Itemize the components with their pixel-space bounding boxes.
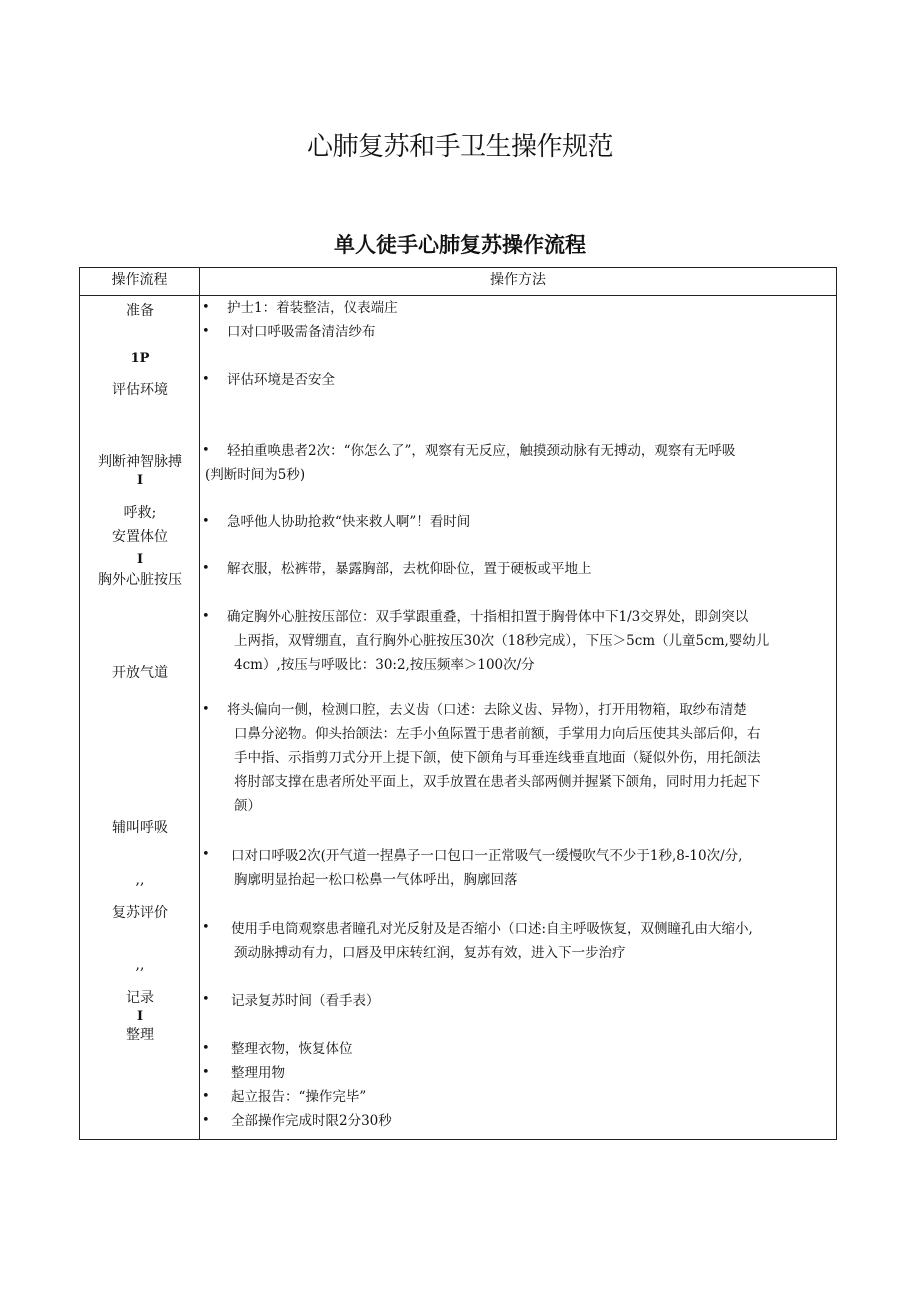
bullet: • xyxy=(202,1065,210,1080)
method-line: 确定胸外心脏按压部位：双手掌跟重叠，十指相扣置于胸骨体中下1/3交界处，即剑突以 xyxy=(227,609,749,625)
method-line: 颈动脉搏动有力，口唇及甲床转红润，复苏有效，进入下一步治疗 xyxy=(234,945,626,961)
method-line: 记录复苏时间（看手表） xyxy=(231,993,380,1009)
method-line: 急呼他人协助抢救“快来救人啊”！看时间 xyxy=(227,514,471,530)
step-marker: I xyxy=(136,1009,144,1024)
document-title: 心肺复苏和手卫生操作规范 xyxy=(306,132,613,162)
bullet: • xyxy=(202,992,210,1007)
step-marker: I xyxy=(136,473,144,488)
step-marker: I xyxy=(136,552,144,567)
method-line: 轻拍重唤患者2次：“你怎么了”，观察有无反应，触摸颈动脉有无搏动，观察有无呼吸 xyxy=(227,443,736,459)
method-line: 口对口呼吸2次(开气道一捏鼻子一口包口一正常吸气一缓慢吹气不少于1秒,8-10次/分, xyxy=(231,848,743,864)
header-steps: 操作流程 xyxy=(111,272,168,288)
method-line: (判断时间为5秒) xyxy=(205,467,306,483)
bullet: • xyxy=(202,1113,210,1128)
method-line: 全部操作完成时限2分30秒 xyxy=(231,1113,392,1129)
bullet: • xyxy=(202,372,210,387)
method-line: 起立报告：“操作完毕” xyxy=(231,1089,367,1105)
step-assess-environment: 评估环境 xyxy=(112,382,168,398)
step-rescue-breathing: 辅叫呼吸 xyxy=(112,820,168,836)
method-line: 口对口呼吸需备清洁纱布 xyxy=(227,324,376,340)
header-methods: 操作方法 xyxy=(490,272,546,288)
method-line: 护士1：着装整洁，仪表端庄 xyxy=(227,300,398,316)
table-border-bottom xyxy=(79,1139,837,1140)
bullet: • xyxy=(202,1041,210,1056)
method-line: 手中指、示指剪刀式分开上提下颌，使下颌角与耳垂连线垂直地面（疑似外伤，用托颌法 xyxy=(234,750,761,766)
step-call-for-help: 呼救; xyxy=(123,505,157,521)
table-header-divider xyxy=(79,295,837,296)
step-position-patient: 安置体位 xyxy=(112,529,168,545)
bullet: • xyxy=(202,514,210,529)
method-line: 整理用物 xyxy=(231,1065,285,1081)
step-marker: 1P xyxy=(130,351,150,366)
method-line: 4cm）,按压与呼吸比：30:2,按压频率＞100次/分 xyxy=(234,657,535,673)
bullet: • xyxy=(202,324,210,339)
step-tidy-up: 整理 xyxy=(126,1027,154,1043)
step-open-airway: 开放气道 xyxy=(112,665,168,681)
step-prepare: 准备 xyxy=(126,303,154,319)
method-line: 评估环境是否安全 xyxy=(227,372,335,388)
method-line: 解衣服，松裤带，暴露胸部，去枕仰卧位，置于硬板或平地上 xyxy=(227,561,592,577)
table-caption: 单人徒手心肺复苏操作流程 xyxy=(334,233,586,257)
step-check-consciousness-pulse: 判断神智脉搏 xyxy=(98,454,182,470)
step-chest-compression: 胸外心脏按压 xyxy=(98,572,182,588)
step-resuscitation-evaluation: 复苏评价 xyxy=(112,905,168,921)
bullet: • xyxy=(202,443,210,458)
bullet: • xyxy=(202,847,210,862)
bullet: • xyxy=(202,920,210,935)
method-line: 整理衣物，恢复体位 xyxy=(231,1041,353,1057)
method-line: 上两指，双臂绷直，直行胸外心脏按压30次（18秒完成），下压＞5cm（儿童5cm,婴幼儿 xyxy=(234,633,770,649)
bullet: • xyxy=(202,609,210,624)
method-line: 将头偏向一侧，检测口腔，去义齿（口述：去除义齿、异物），打开用物箱，取纱布清楚 xyxy=(227,702,747,718)
step-marker: ,, xyxy=(135,872,145,888)
method-line: 口鼻分泌物。仰头抬颌法：左手小鱼际置于患者前额，手掌用力向后压使其头部后仰，右 xyxy=(234,726,761,742)
table-border-top xyxy=(79,267,837,268)
bullet: • xyxy=(202,561,210,576)
bullet: • xyxy=(202,702,210,717)
step-marker: ,, xyxy=(135,957,145,973)
table-border-right xyxy=(836,267,837,1140)
step-record: 记录 xyxy=(126,990,154,1006)
bullet: • xyxy=(202,300,210,315)
method-line: 使用手电筒观察患者瞳孔对光反射及是否缩小（口述:自主呼吸恢复，双侧瞳孔由大缩小, xyxy=(231,921,753,937)
method-line: 将肘部支撑在患者所处平面上，双手放置在患者头部两侧并握紧下颌角，同时用力托起下 xyxy=(234,774,761,790)
method-line: 颌） xyxy=(234,798,261,814)
method-line: 胸廓明显抬起一松口松鼻一气体呼出，胸廓回落 xyxy=(234,872,518,888)
bullet: • xyxy=(202,1089,210,1104)
